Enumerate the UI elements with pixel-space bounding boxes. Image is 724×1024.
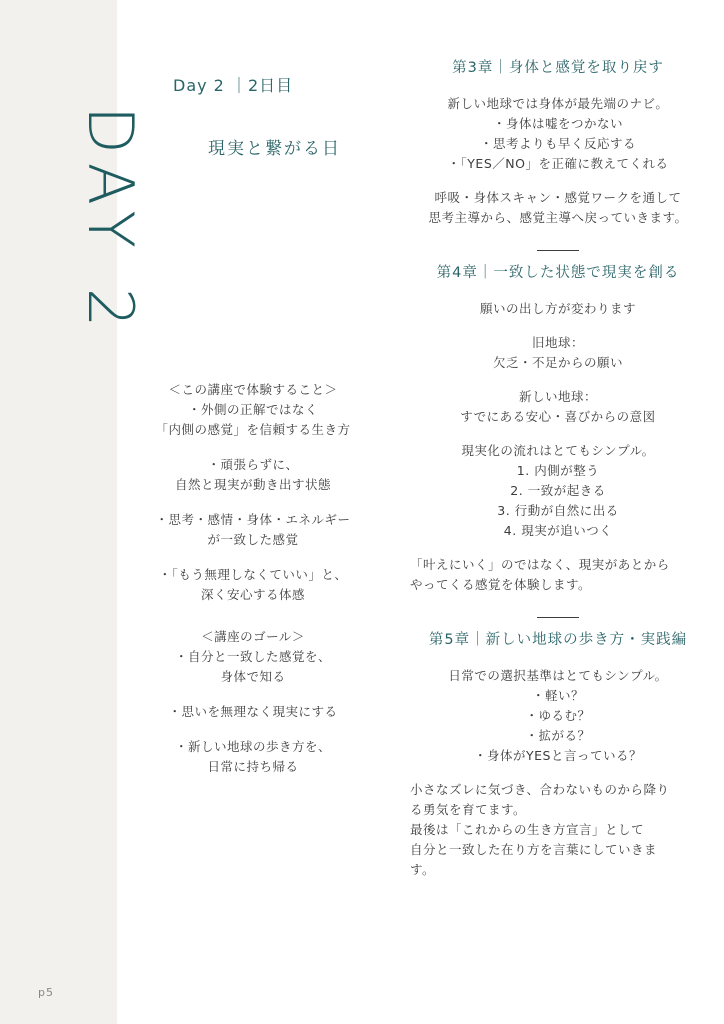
list-item bbox=[128, 737, 378, 777]
goal-heading: ＜講座のゴール＞ bbox=[201, 629, 305, 644]
text-line: 日常に持ち帰る bbox=[207, 759, 299, 774]
chapter-title: 第3章｜身体と感覚を取り戻す bbox=[452, 60, 664, 76]
chapter-section bbox=[410, 58, 706, 228]
text-line: 旧地球： bbox=[531, 335, 584, 350]
text-line: ・身体がYESと言っている？ bbox=[474, 748, 642, 763]
text-line: ・拡がる？ bbox=[525, 728, 591, 743]
paragraph bbox=[410, 387, 706, 427]
text-line: 日常での選択基準はとてもシンプル。 bbox=[448, 668, 668, 683]
text-line: ・身体は嘘をつかない bbox=[492, 116, 623, 131]
list-item bbox=[128, 455, 378, 495]
paragraph bbox=[410, 555, 706, 595]
paragraph bbox=[410, 441, 706, 541]
paragraph bbox=[410, 94, 706, 174]
vertical-day-title: DAY 2 bbox=[74, 106, 147, 338]
text-line: 小さなズレに気づき、合わないものから降り bbox=[410, 782, 670, 797]
chapters-column bbox=[410, 58, 706, 902]
text-line: ・外側の正解ではなく bbox=[187, 402, 318, 417]
page-title: Day 2 ｜2日目 bbox=[173, 76, 294, 95]
text-line: ・「もう無理しなくていい」と、 bbox=[158, 567, 348, 582]
text-line: ・「YES／NO」を正確に教えてくれる bbox=[447, 156, 669, 171]
text-line: 身体で知る bbox=[220, 669, 286, 684]
text-line: 1. 内側が整う bbox=[516, 463, 600, 478]
text-line: 新しい地球では身体が最先端のナビ。 bbox=[447, 96, 669, 111]
paragraph bbox=[410, 780, 706, 880]
text-line: 深く安心する体感 bbox=[200, 587, 305, 602]
text-line: ・頑張らずに、 bbox=[207, 457, 299, 472]
text-line: 願いの出し方が変わります bbox=[479, 301, 636, 316]
text-line: ・ゆるむ？ bbox=[525, 708, 591, 723]
chapter-title: 第5章｜新しい地球の歩き方・実践編 bbox=[428, 632, 688, 648]
text-line: 思考主導から、感覚主導へ戻っていきます。 bbox=[428, 210, 688, 225]
list-item bbox=[128, 565, 378, 605]
course-summary bbox=[128, 380, 378, 792]
paragraph bbox=[410, 666, 706, 766]
paragraph bbox=[410, 299, 706, 319]
text-line: 新しい地球： bbox=[518, 389, 597, 404]
chapter-section bbox=[410, 630, 706, 880]
text-line: ・思考よりも早く反応する bbox=[479, 136, 636, 151]
chapter-body bbox=[410, 94, 706, 228]
text-line: 「叶えにいく」のではなく、現実があとから bbox=[410, 557, 670, 572]
list-item bbox=[128, 647, 378, 687]
text-line: すでにある安心・喜びからの意図 bbox=[460, 409, 656, 424]
list-item bbox=[128, 400, 378, 440]
text-line: ・自分と一致した感覚を、 bbox=[174, 649, 331, 664]
page-number: p5 bbox=[38, 986, 54, 999]
text-line: 2. 一致が起きる bbox=[510, 483, 606, 498]
text-line: 呼吸・身体スキャン・感覚ワークを通して bbox=[434, 190, 682, 205]
page-subtitle: 現実と繋がる日 bbox=[208, 139, 341, 159]
text-line: る勇気を育てます。 bbox=[410, 802, 527, 817]
text-line: が一致した感覚 bbox=[207, 532, 299, 547]
divider bbox=[537, 250, 579, 251]
text-line: 4. 現実が追いつく bbox=[503, 523, 613, 538]
experience-heading: ＜この講座で体験すること＞ bbox=[168, 382, 338, 397]
text-line: す。 bbox=[410, 862, 436, 877]
text-line: ・思いを無理なく現実にする bbox=[168, 704, 338, 719]
paragraph bbox=[410, 188, 706, 228]
text-line: ・軽い？ bbox=[531, 688, 584, 703]
text-line: ・思考・感情・身体・エネルギー bbox=[155, 512, 351, 527]
text-line: 最後は「これからの生き方宣言」として bbox=[410, 822, 645, 837]
text-line: やってくる感覚を体験します。 bbox=[410, 577, 592, 592]
list-item bbox=[128, 702, 378, 722]
chapter-section bbox=[410, 263, 706, 595]
list-item bbox=[128, 510, 378, 550]
divider bbox=[537, 617, 579, 618]
text-line: 3. 行動が自然に出る bbox=[497, 503, 619, 518]
paragraph bbox=[410, 333, 706, 373]
text-line: ・新しい地球の歩き方を、 bbox=[174, 739, 331, 754]
text-line: 現実化の流れはとてもシンプル。 bbox=[461, 443, 655, 458]
chapter-title: 第4章｜一致した状態で現実を創る bbox=[436, 265, 680, 281]
chapter-body bbox=[410, 666, 706, 880]
text-line: 「内側の感覚」を信頼する生き方 bbox=[155, 422, 351, 437]
chapter-body bbox=[410, 299, 706, 595]
text-line: 自分と一致した在り方を言葉にしていきま bbox=[410, 842, 658, 857]
text-line: 欠乏・不足からの願い bbox=[492, 355, 623, 370]
text-line: 自然と現実が動き出す状態 bbox=[174, 477, 331, 492]
